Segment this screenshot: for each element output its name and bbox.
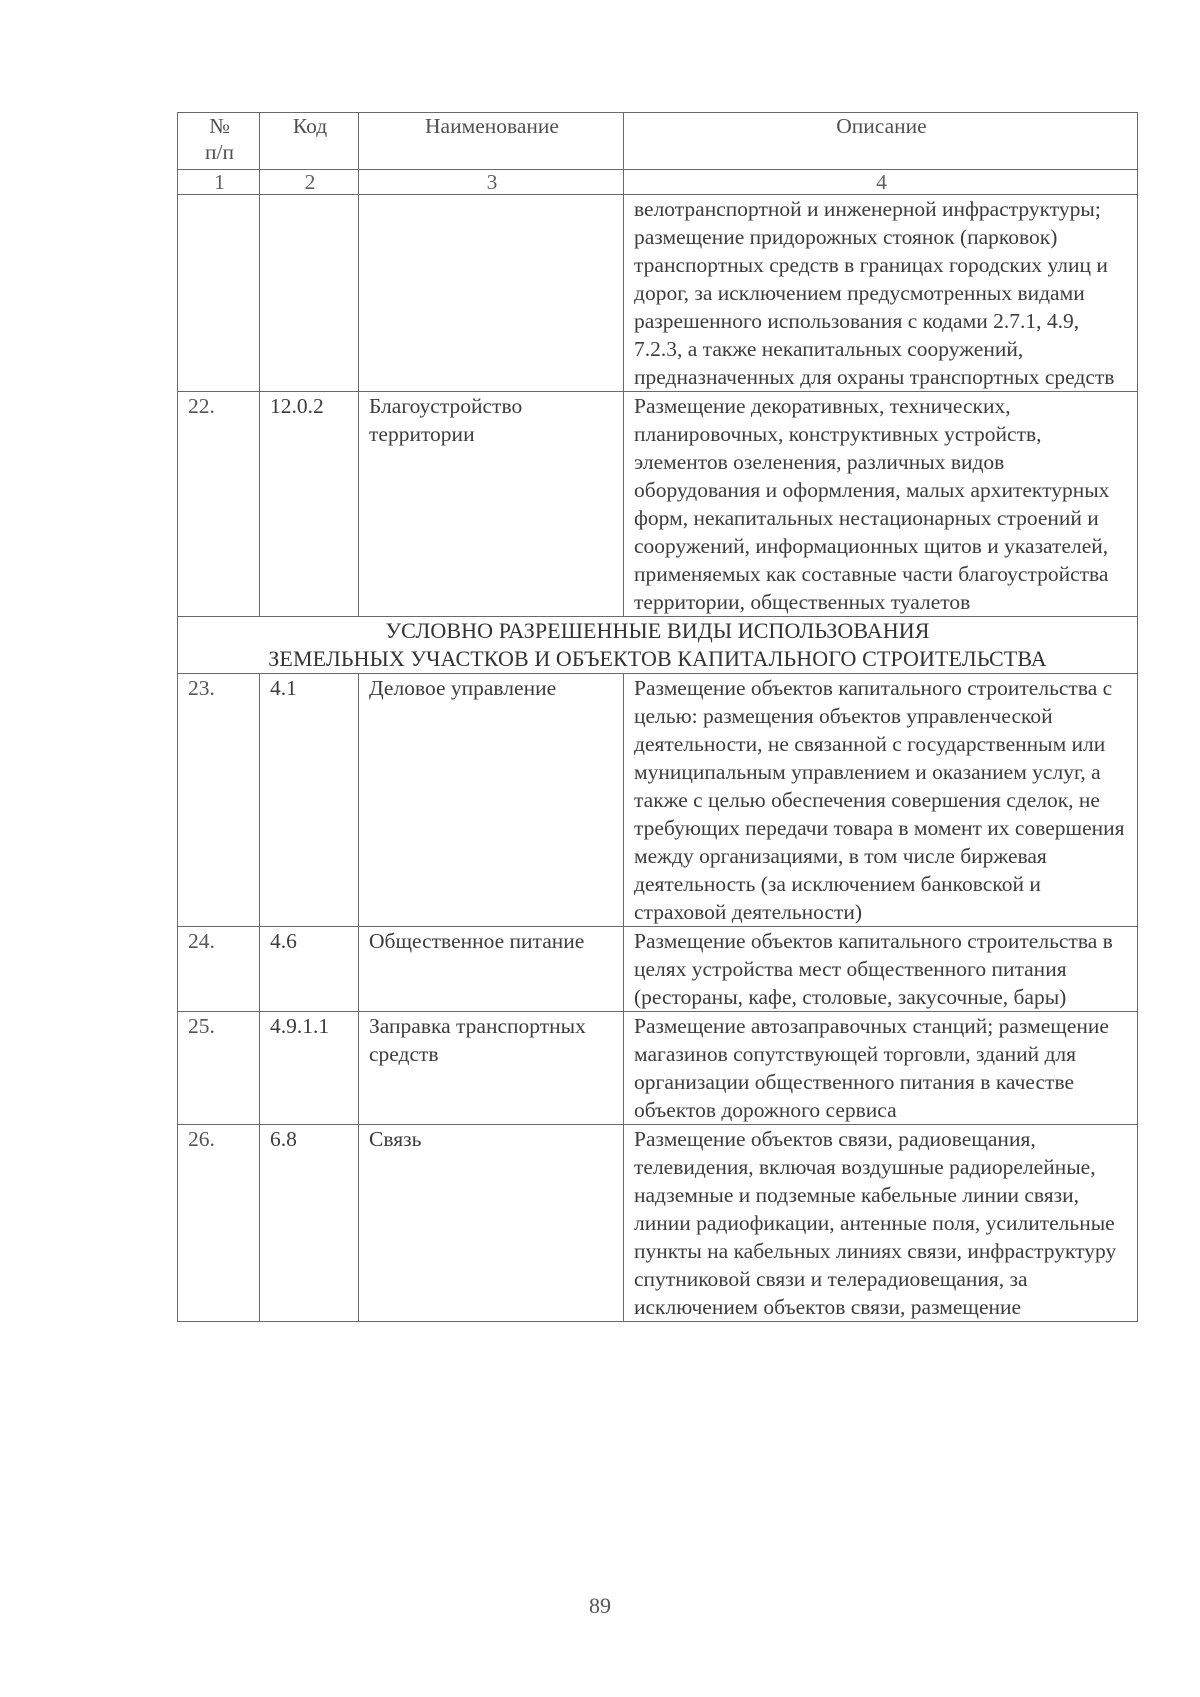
section-heading-row — [178, 617, 1138, 674]
row-number — [178, 195, 260, 392]
land-use-table — [177, 112, 1138, 1322]
table-row — [178, 927, 1138, 1012]
row-description: Размещение декоративных, технических, планировочных, конструктивных устройств, элементов озеленения, различных видов оборудования и оформления, малых архитектурных форм, некапитальных нестационарных строений и сооружений, информационных щитов и указателей, применяемых как составные части благоустройства территории, общественных туалетов — [624, 392, 1138, 617]
row-number: 25. — [178, 1012, 260, 1125]
section-heading-line: УСЛОВНО РАЗРЕШЕННЫЕ ВИДЫ ИСПОЛЬЗОВАНИЯ — [385, 618, 930, 643]
row-code: 4.1 — [260, 674, 359, 927]
column-number: 1 — [178, 170, 260, 195]
header-row — [178, 113, 1138, 170]
column-number-row — [178, 170, 1138, 195]
column-number: 4 — [624, 170, 1138, 195]
row-number: 22. — [178, 392, 260, 617]
column-number: 2 — [260, 170, 359, 195]
header-description: Описание — [624, 113, 1138, 170]
row-name — [359, 195, 624, 392]
table-row — [178, 195, 1138, 392]
column-number: 3 — [359, 170, 624, 195]
header-code: Код — [260, 113, 359, 170]
row-code: 12.0.2 — [260, 392, 359, 617]
table-row — [178, 392, 1138, 617]
row-code: 6.8 — [260, 1125, 359, 1322]
row-code: 4.9.1.1 — [260, 1012, 359, 1125]
row-name: Заправка транспортных средств — [359, 1012, 624, 1125]
row-code — [260, 195, 359, 392]
page-number: 89 — [589, 1593, 611, 1618]
section-heading-line: ЗЕМЕЛЬНЫХ УЧАСТКОВ И ОБЪЕКТОВ КАПИТАЛЬНОГО СТРОИТЕЛЬСТВА — [268, 646, 1047, 671]
row-number: 24. — [178, 927, 260, 1012]
row-code: 4.6 — [260, 927, 359, 1012]
table-row — [178, 1012, 1138, 1125]
row-number: 26. — [178, 1125, 260, 1322]
header-number: № п/п — [178, 113, 260, 170]
section-heading — [178, 617, 1138, 674]
header-name: Наименование — [359, 113, 624, 170]
row-name: Благоустройство территории — [359, 392, 624, 617]
row-name: Связь — [359, 1125, 624, 1322]
row-name: Общественное питание — [359, 927, 624, 1012]
row-number: 23. — [178, 674, 260, 927]
row-description: Размещение объектов капитального строительства с целью: размещения объектов управленческой деятельности, не связанной с государственным или муниципальным управлением и оказанием услуг, а также с целью обеспечения совершения сделок, не требующих передачи товара в момент их совершения между организациями, в том числе биржевая деятельность (за исключением банковской и страховой деятельности) — [624, 674, 1138, 927]
row-description: Размещение объектов связи, радиовещания, телевидения, включая воздушные радиорелейные, надземные и подземные кабельные линии связи, линии радиофикации, антенные поля, усилительные пункты на кабельных линиях связи, инфраструктуру спутниковой связи и телерадиовещания, за исключением объектов связи, размещение — [624, 1125, 1138, 1322]
row-description: Размещение объектов капитального строительства в целях устройства мест общественного питания (рестораны, кафе, столовые, закусочные, бары) — [624, 927, 1138, 1012]
row-description: Размещение автозаправочных станций; размещение магазинов сопутствующей торговли, зданий для организации общественного питания в качестве объектов дорожного сервиса — [624, 1012, 1138, 1125]
table-row — [178, 1125, 1138, 1322]
row-name: Деловое управление — [359, 674, 624, 927]
table-row — [178, 674, 1138, 927]
row-description: велотранспортной и инженерной инфраструктуры; размещение придорожных стоянок (парковок) транспортных средств в границах городских улиц и дорог, за исключением предусмотренных видами разрешенного использования с кодами 2.7.1, 4.9, 7.2.3, а также некапитальных сооружений, предназначенных для охраны транспортных средств — [624, 195, 1138, 392]
